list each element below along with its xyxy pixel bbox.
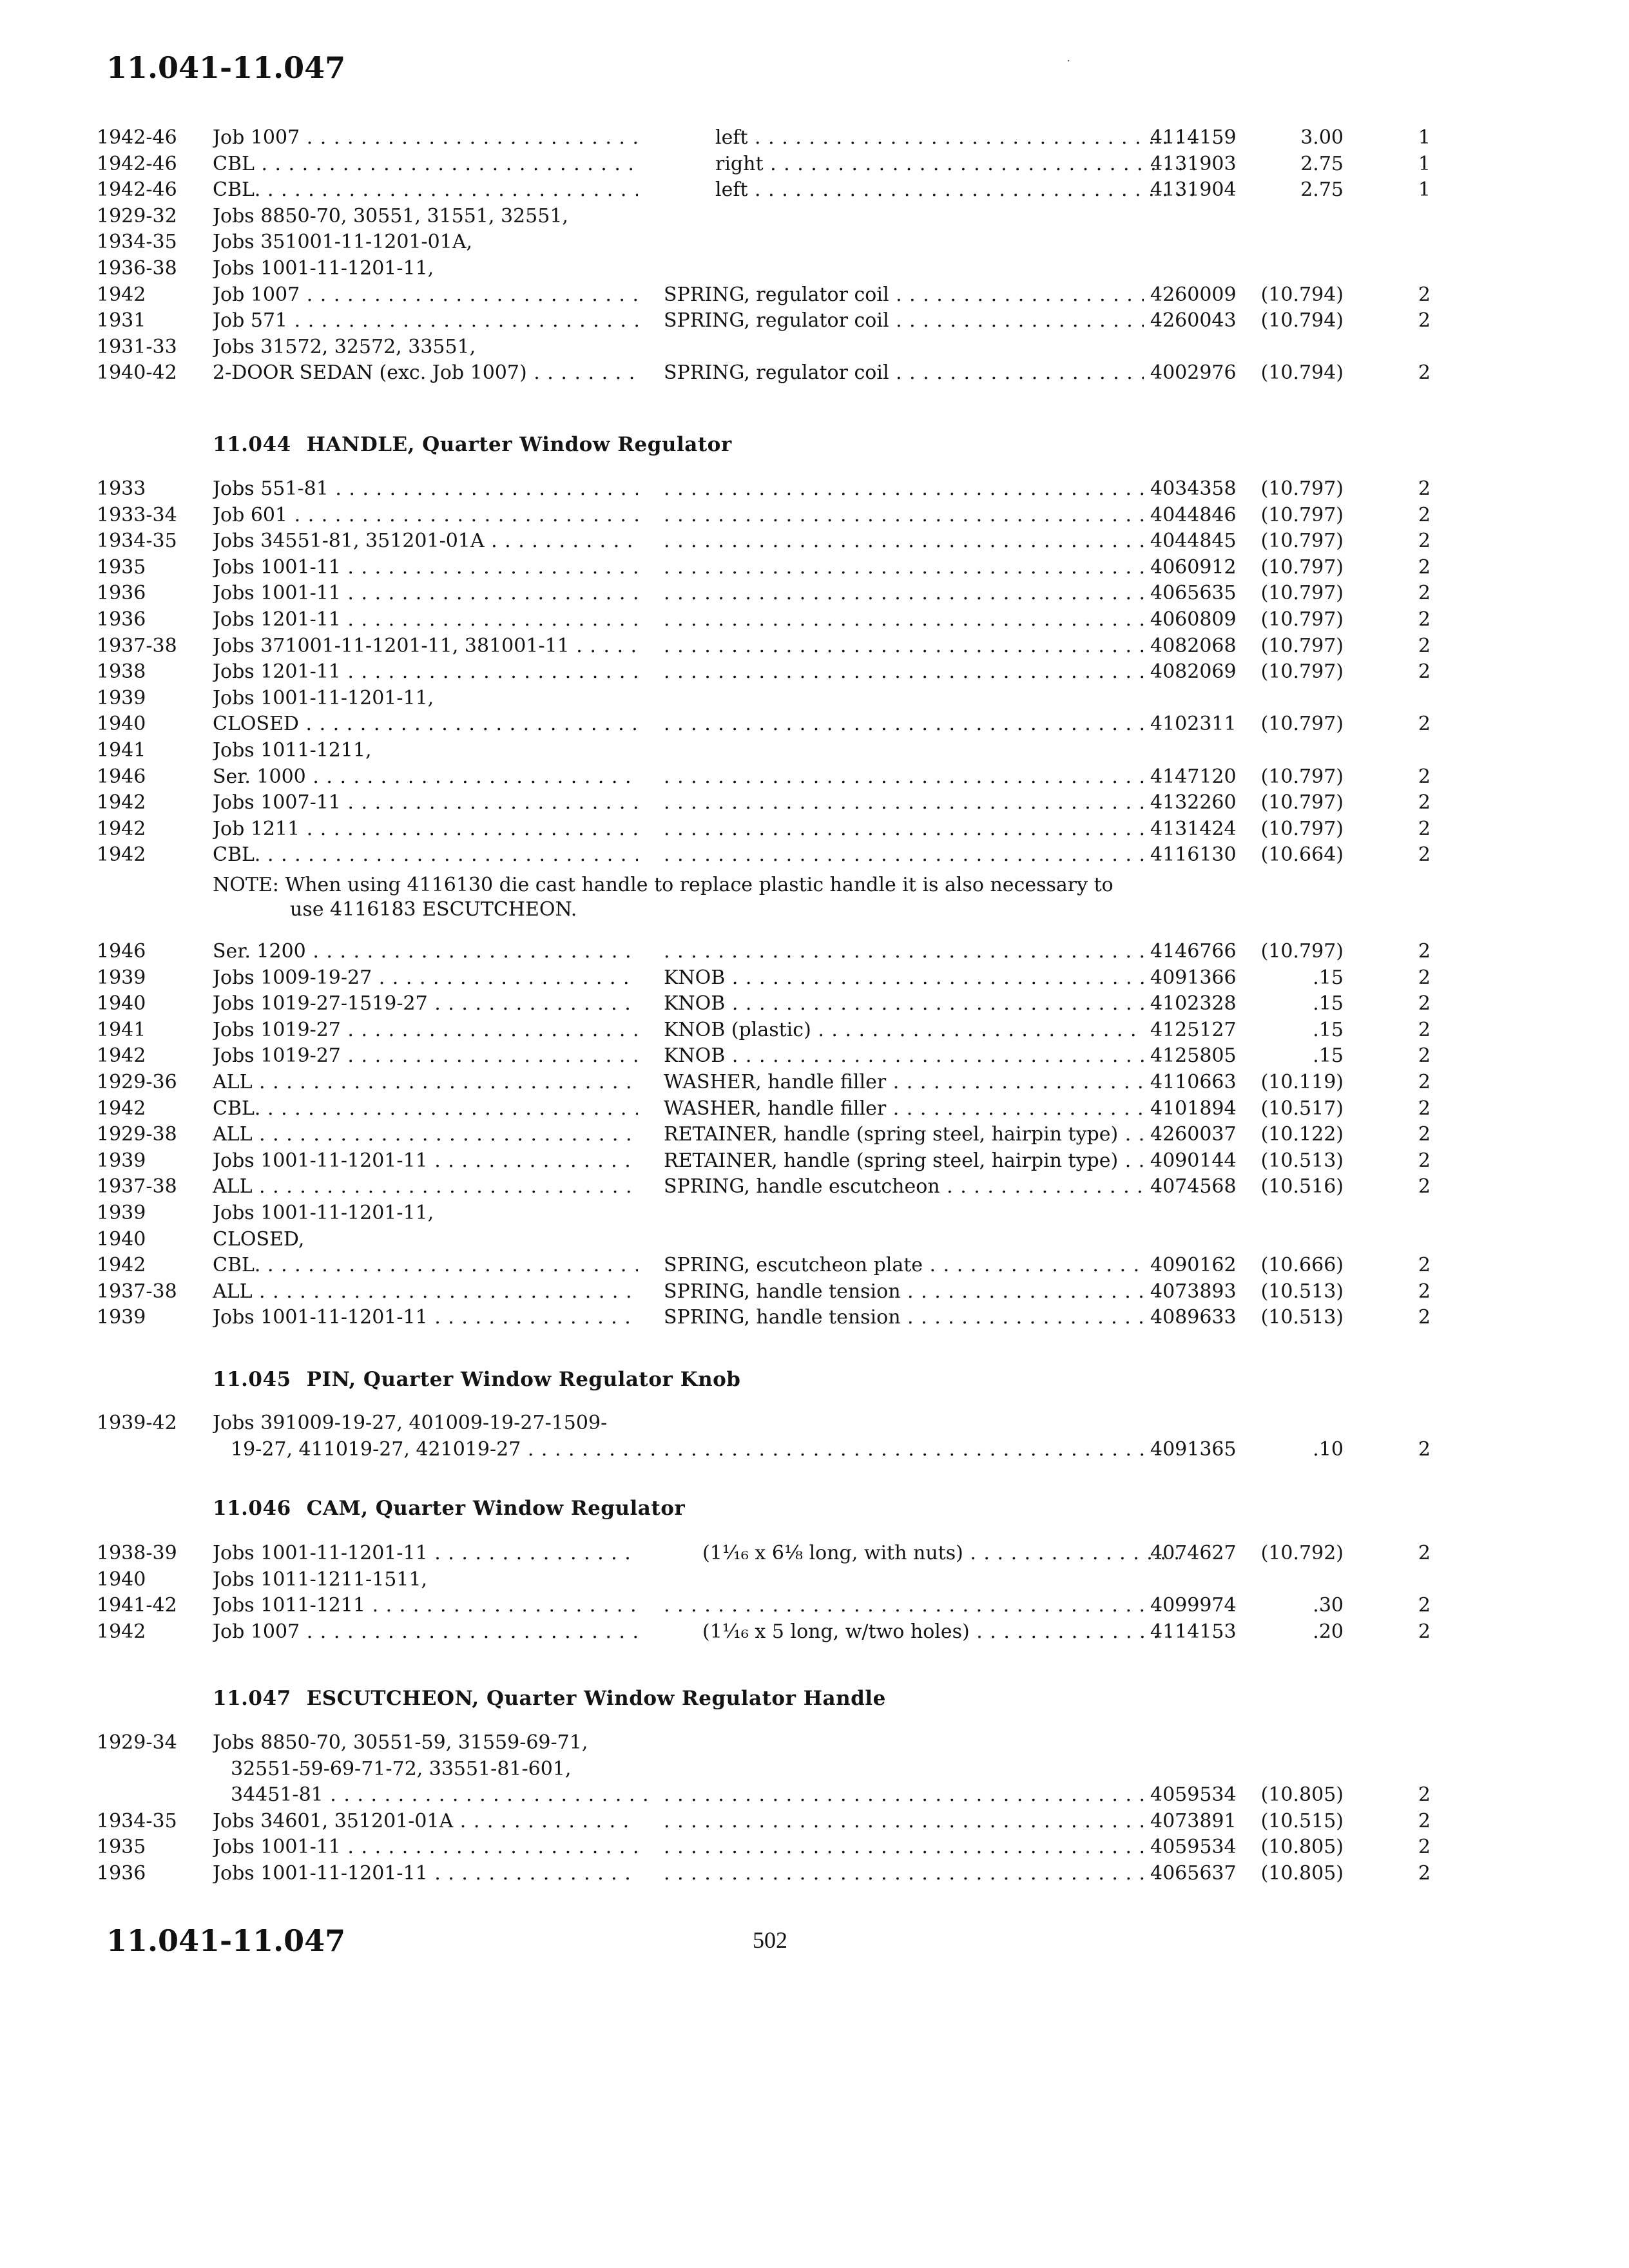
row-year: 1939-42 — [97, 1412, 177, 1434]
row-year: 1939 — [97, 1202, 146, 1224]
section-note — [213, 873, 1166, 922]
section-heading-s047 — [213, 1687, 886, 1710]
row-quantity: 2 — [1418, 1836, 1431, 1859]
row-quantity: 2 — [1418, 634, 1431, 657]
row-quantity: 2 — [1418, 1783, 1431, 1807]
row-description: (1¹⁄₁₆ x 6⅛ long, with nuts) . . . — [664, 1541, 1182, 1566]
row-description — [664, 791, 1144, 815]
row-year: 1942 — [97, 817, 146, 840]
row-quantity: 2 — [1418, 283, 1431, 306]
row-group-number: (10.513) — [1260, 1280, 1344, 1303]
section-heading-s045 — [213, 1368, 740, 1391]
row-quantity: 2 — [1418, 940, 1431, 963]
row-quantity: 2 — [1418, 1620, 1431, 1643]
row-job: CBL. . . . — [213, 1097, 638, 1121]
row-description — [664, 1783, 1144, 1807]
row-job: 32551-59-69-71-72, 33551-81-601, — [231, 1757, 572, 1780]
row-year: 1940 — [97, 1568, 146, 1591]
row-quantity: 2 — [1418, 843, 1431, 867]
row-quantity: 2 — [1418, 1254, 1431, 1277]
row-part-number: 4044845 — [1150, 530, 1237, 553]
row-description — [664, 1861, 1144, 1886]
row-job: Jobs 1019-27 . . . — [213, 1018, 638, 1043]
row-part-number: 4102311 — [1150, 713, 1237, 736]
row-part-number: 4099974 — [1150, 1594, 1237, 1617]
row-part-number: 4110663 — [1150, 1071, 1237, 1093]
row-group-number: 2.75 — [1300, 152, 1344, 175]
row-quantity: 2 — [1418, 791, 1431, 814]
row-job: Jobs 371001-11-1201-11, 381001-11 . . . — [213, 634, 638, 658]
section-number: 11.044 — [213, 433, 291, 456]
row-job: 19-27, 411019-27, 421019-27 . . . — [213, 1437, 656, 1462]
row-year: 1940 — [97, 1227, 146, 1251]
row-group-number: (10.515) — [1260, 1809, 1344, 1832]
row-description: left . . . — [664, 178, 1195, 202]
row-year: 1938 — [97, 660, 146, 684]
row-job: Jobs 1001-11-1201-11, — [213, 257, 434, 280]
row-group-number: (10.797) — [1260, 660, 1344, 684]
row-group-number: (10.513) — [1260, 1149, 1344, 1172]
row-part-number: 4131424 — [1150, 817, 1237, 840]
row-job: Job 1007 . . . — [213, 283, 638, 307]
row-quantity: 2 — [1418, 817, 1431, 840]
row-part-number: 4114153 — [1150, 1620, 1237, 1643]
row-job: CLOSED, — [213, 1227, 305, 1251]
row-job: Jobs 1201-11 . . . — [213, 608, 638, 632]
row-group-number: (10.797) — [1260, 634, 1344, 657]
row-part-number: 4059534 — [1150, 1836, 1237, 1859]
row-job: Jobs 1001-11 . . . — [213, 555, 638, 580]
row-job: Jobs 1001-11-1201-11, — [213, 686, 434, 709]
row-part-number: 4125127 — [1150, 1018, 1237, 1041]
row-job: CBL. . . . — [213, 843, 638, 867]
row-part-number: 4260043 — [1150, 309, 1237, 332]
row-year: 1931 — [97, 309, 146, 332]
section-heading-s046 — [213, 1497, 685, 1520]
row-quantity: 2 — [1418, 1175, 1431, 1198]
row-part-number: 4146766 — [1150, 940, 1237, 963]
row-part-number: 4074568 — [1150, 1175, 1237, 1198]
row-group-number: (10.797) — [1260, 713, 1344, 736]
row-year: 1937-38 — [97, 1175, 177, 1198]
row-quantity: 2 — [1418, 1306, 1431, 1329]
row-year — [97, 1757, 206, 1782]
row-description — [664, 1835, 1144, 1860]
row-year: 1936-38 — [97, 257, 177, 280]
row-year: 1941-42 — [97, 1594, 177, 1617]
page-footer-code: 11.041-11.047 — [106, 1923, 346, 1958]
row-group-number: .10 — [1313, 1437, 1344, 1461]
row-group-number: (10.797) — [1260, 530, 1344, 553]
row-year: 1936 — [97, 608, 146, 631]
row-description — [664, 843, 1144, 867]
row-description — [664, 581, 1144, 606]
row-description: WASHER, handle filler . . . — [664, 1097, 1144, 1121]
row-group-number: (10.797) — [1260, 791, 1344, 814]
row-description — [664, 608, 1144, 632]
row-group-number: (10.797) — [1260, 582, 1344, 605]
row-year: 1934-35 — [97, 1809, 177, 1832]
row-job: Jobs 8850-70, 30551-59, 31559-69-71, — [213, 1731, 588, 1754]
row-year: 1941 — [97, 1018, 146, 1041]
row-description: KNOB (plastic) . . . — [664, 1018, 1144, 1043]
row-group-number: (10.797) — [1260, 555, 1344, 579]
row-quantity: 2 — [1418, 1809, 1431, 1832]
row-job: Jobs 1001-11-1201-11 . . . — [213, 1861, 638, 1886]
row-description: KNOB . . . — [664, 1044, 1144, 1068]
row-job: Ser. 1000 . . . — [213, 765, 638, 789]
row-quantity: 2 — [1418, 309, 1431, 332]
row-job: Jobs 1007-11 . . . — [213, 791, 638, 815]
row-quantity: 2 — [1418, 1149, 1431, 1172]
row-part-number: 4034358 — [1150, 477, 1237, 500]
section-title: CAM, Quarter Window Regulator — [306, 1497, 686, 1520]
row-part-number: 4101894 — [1150, 1097, 1237, 1120]
section-number: 11.045 — [213, 1368, 291, 1391]
row-group-number: (10.517) — [1260, 1097, 1344, 1120]
row-job: CBL. . . . — [213, 1253, 638, 1278]
row-job: Jobs 1019-27 . . . — [213, 1044, 638, 1068]
row-group-number: .30 — [1313, 1594, 1344, 1617]
row-group-number: (10.516) — [1260, 1175, 1344, 1198]
row-year: 1936 — [97, 582, 146, 605]
section-title: HANDLE, Quarter Window Regulator — [306, 433, 732, 456]
row-job: ALL . . . — [213, 1122, 638, 1147]
row-description — [664, 503, 1144, 528]
row-group-number: (10.664) — [1260, 843, 1344, 867]
row-description — [664, 477, 1144, 501]
row-year: 1931-33 — [97, 335, 177, 358]
row-job: Jobs 1001-11 . . . — [213, 581, 638, 606]
row-job: 34451-81 . . . — [213, 1783, 656, 1807]
row-description — [664, 660, 1144, 684]
row-job: Jobs 1019-27-1519-27 . . . — [213, 992, 638, 1016]
row-year: 1942-46 — [97, 126, 177, 149]
row-year: 1942-46 — [97, 178, 177, 202]
row-description: RETAINER, handle (spring steel, hairpin type) . . . — [664, 1149, 1144, 1173]
row-year: 1940 — [97, 992, 146, 1015]
row-description — [664, 529, 1144, 553]
row-part-number: 4044846 — [1150, 503, 1237, 526]
row-quantity: 2 — [1418, 966, 1431, 989]
row-group-number: (10.797) — [1260, 765, 1344, 788]
row-group-number: .15 — [1313, 1044, 1344, 1068]
row-description: KNOB . . . — [664, 966, 1144, 990]
row-part-number: 4114159 — [1150, 126, 1237, 149]
row-quantity: 2 — [1418, 1542, 1431, 1564]
row-job: Jobs 8850-70, 30551, 31551, 32551, — [213, 204, 568, 227]
row-description — [664, 555, 1144, 580]
row-quantity: 2 — [1418, 503, 1431, 526]
row-group-number: .15 — [1313, 992, 1344, 1015]
row-part-number: 4002976 — [1150, 361, 1237, 385]
row-part-number: 4260037 — [1150, 1123, 1237, 1146]
row-group-number: (10.513) — [1260, 1306, 1344, 1329]
row-group-number: (10.122) — [1260, 1123, 1344, 1146]
row-year — [97, 1783, 206, 1807]
row-job: Job 1007 . . . — [213, 1620, 638, 1644]
row-description — [664, 1809, 1144, 1834]
row-quantity: 2 — [1418, 1018, 1431, 1041]
row-year: 1929-38 — [97, 1123, 177, 1146]
row-job: Jobs 391009-19-27, 401009-19-27-1509- — [213, 1412, 608, 1434]
row-year: 1933 — [97, 477, 146, 500]
row-job: Ser. 1200 . . . — [213, 939, 638, 964]
row-job: Jobs 1001-11-1201-11 . . . — [213, 1305, 638, 1330]
row-quantity: 2 — [1418, 1280, 1431, 1303]
row-job: Jobs 1001-11-1201-11 . . . — [213, 1541, 638, 1566]
row-part-number: 4091366 — [1150, 966, 1237, 989]
row-job: Jobs 1201-11 . . . — [213, 660, 638, 684]
row-year: 1939 — [97, 686, 146, 709]
row-year: 1933-34 — [97, 503, 177, 526]
row-group-number: (10.797) — [1260, 477, 1344, 500]
row-description: RETAINER, handle (spring steel, hairpin type) . . . — [664, 1122, 1144, 1147]
row-quantity: 2 — [1418, 582, 1431, 605]
page-number: 502 — [753, 1927, 787, 1953]
row-quantity: 2 — [1418, 1044, 1431, 1068]
row-group-number: (10.797) — [1260, 940, 1344, 963]
row-job: Jobs 1011-1211-1511, — [213, 1568, 428, 1591]
row-group-number: (10.794) — [1260, 309, 1344, 332]
row-description — [664, 817, 1144, 841]
row-year: 1935 — [97, 555, 146, 579]
row-quantity: 1 — [1418, 152, 1431, 175]
row-part-number: 4132260 — [1150, 791, 1237, 814]
row-group-number: (10.797) — [1260, 817, 1344, 840]
note-line-2: use 4116183 ESCUTCHEON. — [290, 898, 577, 921]
row-quantity: 2 — [1418, 477, 1431, 500]
row-group-number: .15 — [1313, 966, 1344, 989]
row-quantity: 2 — [1418, 530, 1431, 553]
row-quantity: 2 — [1418, 992, 1431, 1015]
row-part-number: 4102328 — [1150, 992, 1237, 1015]
row-job: Jobs 1011-1211, — [213, 739, 372, 762]
row-quantity: 2 — [1418, 361, 1431, 385]
row-description: SPRING, handle tension . . . — [664, 1305, 1144, 1330]
row-quantity: 2 — [1418, 555, 1431, 579]
row-part-number: 4260009 — [1150, 283, 1237, 306]
row-quantity: 2 — [1418, 1123, 1431, 1146]
row-group-number: (10.794) — [1260, 361, 1344, 385]
row-part-number: 4089633 — [1150, 1306, 1237, 1329]
row-group-number: 2.75 — [1300, 178, 1344, 202]
row-part-number: 4131903 — [1150, 152, 1237, 175]
row-quantity: 2 — [1418, 765, 1431, 788]
row-job: Jobs 551-81 . . . — [213, 477, 638, 501]
row-part-number: 4090162 — [1150, 1254, 1237, 1277]
row-year: 1938-39 — [97, 1542, 177, 1564]
row-description — [664, 712, 1144, 736]
row-job: ALL . . . — [213, 1280, 638, 1304]
row-year: 1937-38 — [97, 1280, 177, 1303]
row-job: Jobs 1009-19-27 . . . — [213, 966, 638, 990]
section-heading-s044 — [213, 433, 732, 456]
row-job: CBL . . . — [213, 152, 638, 177]
row-quantity: 2 — [1418, 1097, 1431, 1120]
row-description: SPRING, regulator coil . . . — [664, 361, 1144, 385]
row-group-number: (10.794) — [1260, 283, 1344, 306]
row-year: 1929-32 — [97, 204, 177, 227]
section-number: 11.046 — [213, 1497, 291, 1520]
row-description: KNOB . . . — [664, 992, 1144, 1016]
row-description — [664, 634, 1144, 658]
row-job: Job 1211 . . . — [213, 817, 638, 841]
row-year: 1946 — [97, 940, 146, 963]
speck-mark: · — [1066, 53, 1071, 68]
row-year: 1939 — [97, 1149, 146, 1172]
row-group-number: (10.805) — [1260, 1836, 1344, 1859]
row-description: SPRING, handle tension . . . — [664, 1280, 1144, 1304]
row-job: ALL . . . — [213, 1070, 638, 1095]
section-number: 11.047 — [213, 1687, 291, 1710]
row-quantity: 1 — [1418, 178, 1431, 202]
row-group-number: .20 — [1313, 1620, 1344, 1643]
row-year: 1940-42 — [97, 361, 177, 385]
row-description: SPRING, regulator coil . . . — [664, 309, 1144, 333]
row-group-number: (10.666) — [1260, 1254, 1344, 1277]
row-part-number: 4073893 — [1150, 1280, 1237, 1303]
row-quantity: 2 — [1418, 1437, 1431, 1461]
row-year: 1939 — [97, 966, 146, 989]
note-line-1: NOTE: When using 4116130 die cast handle to replace plastic handle it is also necessary to — [213, 874, 1113, 896]
row-job: Job 601 . . . — [213, 503, 638, 528]
row-description — [664, 765, 1144, 789]
row-part-number: 4060809 — [1150, 608, 1237, 631]
row-part-number: 4147120 — [1150, 765, 1237, 788]
row-part-number: 4065635 — [1150, 582, 1237, 605]
row-part-number: 4073891 — [1150, 1809, 1237, 1832]
row-group-number: .15 — [1313, 1018, 1344, 1041]
row-part-number: 4074627 — [1150, 1542, 1237, 1564]
row-quantity: 2 — [1418, 660, 1431, 684]
row-part-number: 4091365 — [1150, 1437, 1237, 1461]
row-year: 1929-36 — [97, 1071, 177, 1093]
row-group-number: (10.119) — [1260, 1071, 1344, 1093]
row-job: Job 1007 . . . — [213, 126, 638, 150]
row-job: Jobs 31572, 32572, 33551, — [213, 335, 476, 358]
row-part-number: 4059534 — [1150, 1783, 1237, 1807]
row-job: Jobs 1001-11-1201-11 . . . — [213, 1149, 638, 1173]
row-year: 1942 — [97, 1044, 146, 1068]
row-year: 1946 — [97, 765, 146, 788]
row-year: 1942 — [97, 283, 146, 306]
row-year: 1929-34 — [97, 1731, 177, 1754]
row-year: 1942 — [97, 1620, 146, 1643]
row-description — [664, 1593, 1144, 1618]
row-job: CBL. . . . — [213, 178, 638, 202]
row-job: Job 571 . . . — [213, 309, 638, 333]
row-description — [664, 1437, 1144, 1462]
row-group-number: (10.797) — [1260, 503, 1344, 526]
row-quantity: 2 — [1418, 1862, 1431, 1885]
row-year: 1942 — [97, 843, 146, 867]
row-description: SPRING, regulator coil . . . — [664, 283, 1144, 307]
row-group-number: (10.792) — [1260, 1542, 1344, 1564]
row-job: Jobs 1011-1211 . . . — [213, 1593, 638, 1618]
row-description: WASHER, handle filler . . . — [664, 1070, 1144, 1095]
row-year: 1936 — [97, 1862, 146, 1885]
row-group-number: (10.805) — [1260, 1862, 1344, 1885]
row-job: Jobs 351001-11-1201-01A, — [213, 231, 473, 254]
row-job: Jobs 1001-11-1201-11, — [213, 1202, 434, 1224]
row-description: left . . . — [664, 126, 1195, 150]
row-job: Jobs 1001-11 . . . — [213, 1835, 638, 1860]
row-job: Jobs 34551-81, 351201-01A . . . — [213, 529, 638, 553]
row-description: (1¹⁄₁₆ x 5 long, w/two holes) . . . — [664, 1620, 1182, 1644]
row-part-number: 4082068 — [1150, 634, 1237, 657]
row-job: 2-DOOR SEDAN (exc. Job 1007) . . . — [213, 361, 638, 385]
row-year: 1939 — [97, 1306, 146, 1329]
row-quantity: 2 — [1418, 608, 1431, 631]
row-year — [97, 1437, 206, 1462]
row-year: 1934-35 — [97, 530, 177, 553]
row-year: 1941 — [97, 739, 146, 762]
row-part-number: 4082069 — [1150, 660, 1237, 684]
row-part-number: 4060912 — [1150, 555, 1237, 579]
row-year: 1940 — [97, 713, 146, 736]
section-title: PIN, Quarter Window Regulator Knob — [306, 1368, 741, 1391]
row-year: 1942-46 — [97, 152, 177, 175]
row-group-number: (10.805) — [1260, 1783, 1344, 1807]
row-year: 1942 — [97, 1254, 146, 1277]
row-quantity: 2 — [1418, 1594, 1431, 1617]
row-part-number: 4065637 — [1150, 1862, 1237, 1885]
row-part-number: 4131904 — [1150, 178, 1237, 202]
row-description — [664, 939, 1144, 964]
row-description: SPRING, handle escutcheon . . . — [664, 1175, 1144, 1199]
section-title: ESCUTCHEON, Quarter Window Regulator Handle — [306, 1687, 886, 1710]
row-part-number: 4125805 — [1150, 1044, 1237, 1068]
row-job: ALL . . . — [213, 1175, 638, 1199]
row-job: Jobs 34601, 351201-01A . . . — [213, 1809, 638, 1834]
row-quantity: 2 — [1418, 1071, 1431, 1093]
row-group-number: 3.00 — [1300, 126, 1344, 149]
page-header-code: 11.041-11.047 — [106, 50, 346, 85]
row-year: 1942 — [97, 791, 146, 814]
row-year: 1935 — [97, 1836, 146, 1859]
row-year: 1937-38 — [97, 634, 177, 657]
row-description: SPRING, escutcheon plate . . . — [664, 1253, 1144, 1278]
row-part-number: 4116130 — [1150, 843, 1237, 867]
row-job: CLOSED . . . — [213, 712, 638, 736]
row-description: right . . . — [664, 152, 1195, 177]
row-part-number: 4090144 — [1150, 1149, 1237, 1172]
row-quantity: 1 — [1418, 126, 1431, 149]
row-year: 1934-35 — [97, 231, 177, 254]
row-group-number: (10.797) — [1260, 608, 1344, 631]
row-year: 1942 — [97, 1097, 146, 1120]
row-quantity: 2 — [1418, 713, 1431, 736]
